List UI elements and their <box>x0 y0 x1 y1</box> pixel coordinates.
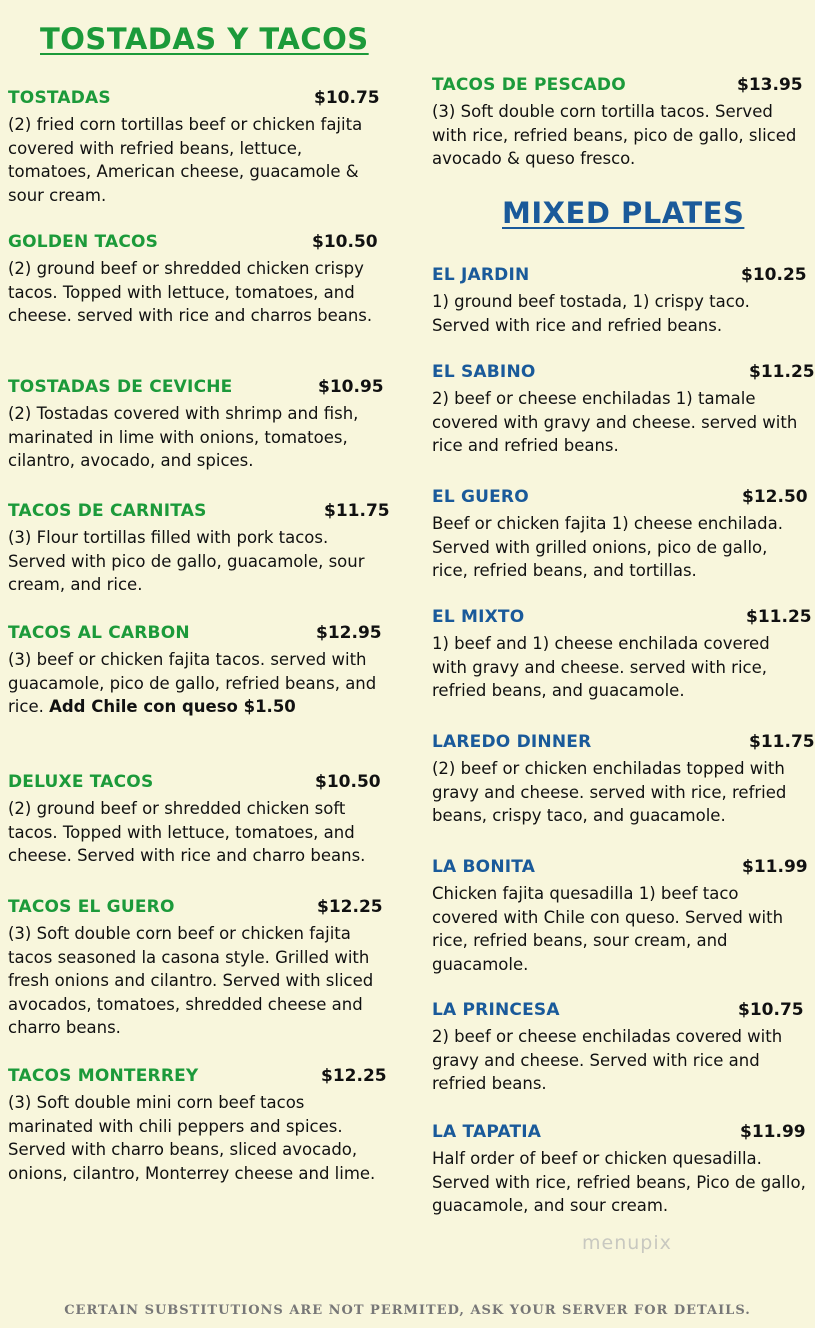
item-price: $12.25 <box>317 897 383 917</box>
item-price: $11.99 <box>742 857 808 877</box>
item-name: LA BONITA <box>432 857 536 877</box>
section-title-mixed-plates: MIXED PLATES <box>502 196 745 230</box>
item-description: (3) Soft double mini corn beef tacos marinated with chili peppers and spices. Served with charro beans, sliced avocado, onions, cilantro, Monterrey cheese and lime. <box>8 1093 376 1183</box>
item-name: LA TAPATIA <box>432 1122 542 1142</box>
item-price: $11.25 <box>749 362 815 382</box>
item-price: $10.50 <box>315 772 381 792</box>
item-description: (2) ground beef or shredded chicken crispy tacos. Topped with lettuce, tomatoes, and cheese. served with rice and charros beans. <box>8 259 373 325</box>
item-description: (3) Soft double corn tortilla tacos. Served with rice, refried beans, pico de gallo, sliced avocado & queso fresco. <box>432 102 797 168</box>
menu-item-tostadas <box>8 88 390 207</box>
menu-item-deluxe-tacos <box>8 772 390 868</box>
item-description: Half order of beef or chicken quesadilla. Served with rice, refried beans, Pico de gallo, guacamole, and sour cream. <box>432 1149 806 1215</box>
item-name: TACOS DE PESCADO <box>432 75 626 95</box>
item-description-text: (3) beef or chicken fajita tacos. served with guacamole, pico de gallo, refried beans, and rice. <box>8 650 377 716</box>
item-name: EL MIXTO <box>432 607 525 627</box>
item-price: $13.95 <box>737 75 803 95</box>
item-name: DELUXE TACOS <box>8 772 154 792</box>
menu-item-la-princesa <box>432 1000 808 1096</box>
menu-item-la-bonita <box>432 857 808 976</box>
item-name: LAREDO DINNER <box>432 732 592 752</box>
item-name: LA PRINCESA <box>432 1000 560 1020</box>
item-description: (2) Tostadas covered with shrimp and fish, marinated in lime with onions, tomatoes, cilantro, avocado, and spices. <box>8 404 359 470</box>
item-name: TOSTADAS DE CEVICHE <box>8 377 233 397</box>
item-name: TACOS MONTERREY <box>8 1066 199 1086</box>
menu-item-laredo-dinner <box>432 732 815 828</box>
item-description: (2) ground beef or shredded chicken soft tacos. Topped with lettuce, tomatoes, and cheese. Served with rice and charro beans. <box>8 799 366 865</box>
item-price: $11.75 <box>324 501 390 521</box>
item-description: Beef or chicken fajita 1) cheese enchilada. Served with grilled onions, pico de gallo, rice, refried beans, and tortillas. <box>432 514 783 580</box>
menu-item-el-mixto <box>432 607 812 703</box>
item-price: $11.25 <box>746 607 812 627</box>
item-name: EL GUERO <box>432 487 529 507</box>
menu-item-golden-tacos <box>8 232 390 328</box>
menu-item-la-tapatia <box>432 1122 808 1218</box>
item-name: TOSTADAS <box>8 88 111 108</box>
menu-item-tacos-monterrey <box>8 1066 390 1185</box>
item-description: 1) beef and 1) cheese enchilada covered with gravy and cheese. served with rice, refried beans, and guacamole. <box>432 634 770 700</box>
item-price: $10.25 <box>741 265 807 285</box>
item-price: $11.75 <box>749 732 815 752</box>
item-description: 2) beef or cheese enchiladas covered with gravy and cheese. Served with rice and refried beans. <box>432 1027 783 1093</box>
item-description: (2) fried corn tortillas beef or chicken fajita covered with refried beans, lettuce, tomatoes, American cheese, guacamole & sour cream. <box>8 115 363 205</box>
menu-item-tacos-de-carnitas <box>8 501 390 597</box>
item-description <box>8 648 390 719</box>
item-price: $10.50 <box>312 232 378 252</box>
item-add-on: Add Chile con queso $1.50 <box>49 697 296 716</box>
menupix-watermark: menupix <box>582 1232 672 1254</box>
item-price: $12.25 <box>321 1066 387 1086</box>
section-title-tostadas-y-tacos: TOSTADAS Y TACOS <box>40 22 369 56</box>
menu-item-el-guero <box>432 487 808 583</box>
item-description: Chicken fajita quesadilla 1) beef taco covered with Chile con queso. Served with rice, refried beans, sour cream, and guacamole. <box>432 884 784 974</box>
item-price: $10.75 <box>738 1000 804 1020</box>
footer-disclaimer: CERTAIN SUBSTITUTIONS ARE NOT PERMITED, ASK YOUR SERVER FOR DETAILS. <box>64 1303 751 1318</box>
item-name: TACOS DE CARNITAS <box>8 501 207 521</box>
item-price: $12.95 <box>316 623 382 643</box>
item-price: $12.50 <box>742 487 808 507</box>
item-price: $11.99 <box>740 1122 806 1142</box>
item-description: (3) Flour tortillas filled with pork tacos. Served with pico de gallo, guacamole, sour cream, and rice. <box>8 528 365 594</box>
item-name: TACOS EL GUERO <box>8 897 175 917</box>
item-name: EL SABINO <box>432 362 536 382</box>
item-description: (2) beef or chicken enchiladas topped with gravy and cheese. served with rice, refried beans, crispy taco, and guacamole. <box>432 759 787 825</box>
item-name: EL JARDIN <box>432 265 530 285</box>
menu-item-tacos-el-guero <box>8 897 390 1040</box>
item-name: GOLDEN TACOS <box>8 232 159 252</box>
menu-item-el-jardin <box>432 265 808 337</box>
item-price: $10.95 <box>318 377 384 397</box>
item-description: (3) Soft double corn beef or chicken fajita tacos seasoned la casona style. Grilled with fresh onions and cilantro. Served with sliced avocados, tomatoes, shredded cheese and charro beans. <box>8 924 374 1037</box>
menu-item-tostadas-de-ceviche <box>8 377 390 473</box>
item-description: 2) beef or cheese enchiladas 1) tamale covered with gravy and cheese. served with rice and refried beans. <box>432 389 798 455</box>
menu-item-tacos-de-pescado <box>432 75 808 171</box>
item-description: 1) ground beef tostada, 1) crispy taco. Served with rice and refried beans. <box>432 292 750 335</box>
item-price: $10.75 <box>314 88 380 108</box>
menu-item-tacos-al-carbon <box>8 623 390 719</box>
item-name: TACOS AL CARBON <box>8 623 190 643</box>
menu-item-el-sabino <box>432 362 815 458</box>
